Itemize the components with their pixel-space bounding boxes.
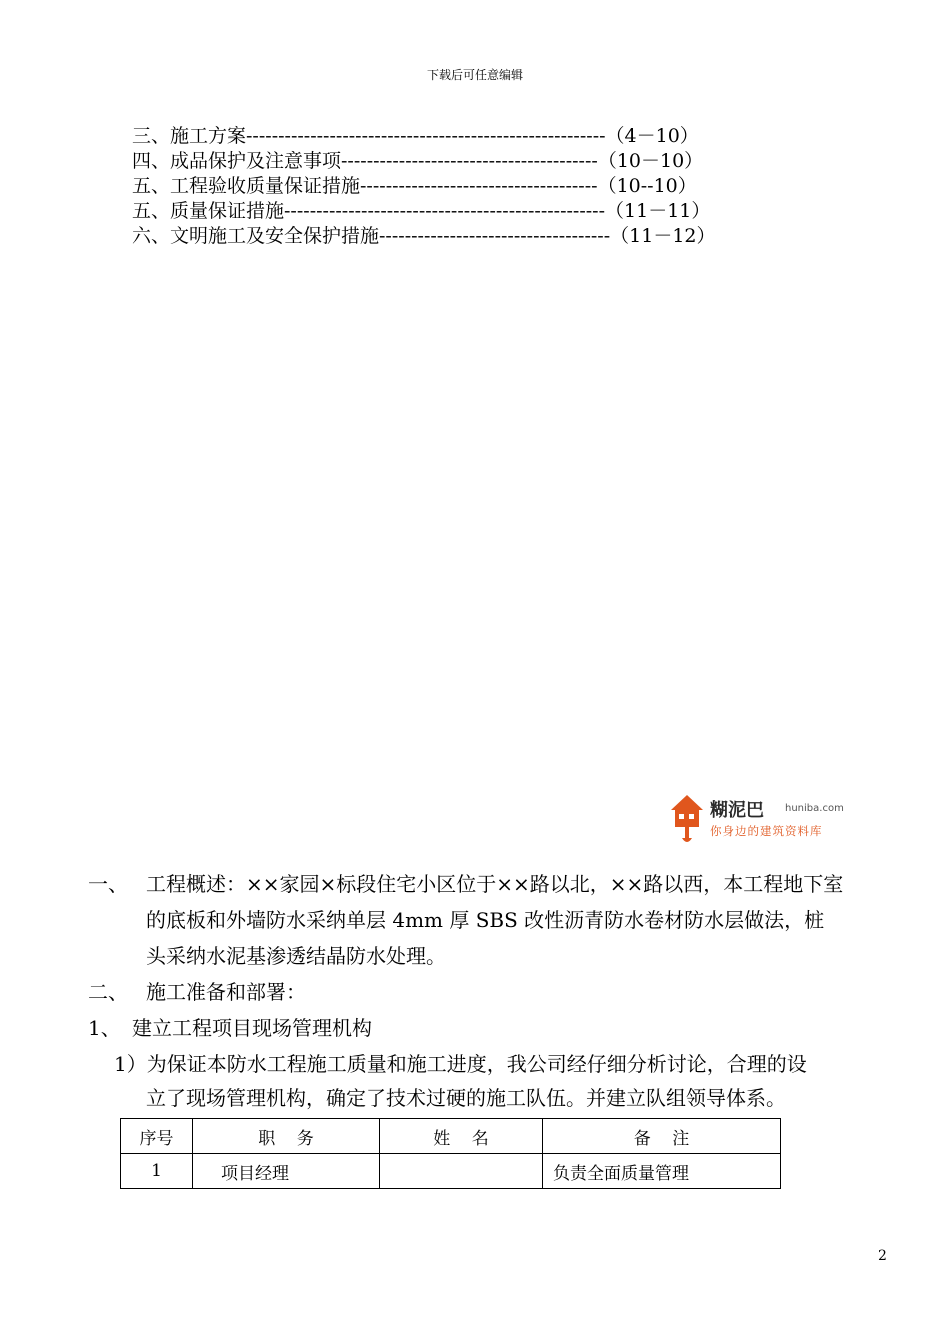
table-cell: 负责全面质量管理	[543, 1154, 781, 1189]
toc-pages: （4－10）	[605, 125, 699, 147]
paragraph-line: 1）为保证本防水工程施工质量和施工进度，我公司经仔细分析讨论，合理的设	[114, 1052, 807, 1076]
toc-entry	[132, 124, 792, 149]
page-header: 下载后可任意编辑	[426, 68, 523, 82]
header-cell: 序号	[121, 1119, 193, 1154]
subsection-heading: 建立工程项目现场管理机构	[132, 1016, 372, 1040]
toc-dashes: -------------------------------------	[360, 175, 598, 197]
section-number: 二、	[88, 980, 128, 1004]
toc-title: 三、施工方案	[132, 125, 247, 147]
toc-title: 六、文明施工及安全保护措施	[132, 225, 380, 247]
toc-entry	[132, 224, 792, 249]
header-cell: 姓 名	[380, 1119, 543, 1154]
table-header-row	[121, 1119, 781, 1154]
section-line: 的底板和外墙防水采纳单层 4mm 厚 SBS 改性沥青防水卷材防水层做法，桩	[146, 908, 825, 932]
house-brush-icon	[668, 790, 708, 848]
toc-entry	[132, 149, 792, 174]
toc-entry	[132, 199, 792, 224]
section-heading: 施工准备和部署：	[146, 980, 306, 1004]
toc-dashes: --------------------------------------------------	[284, 200, 606, 222]
section-number: 一、	[88, 872, 128, 896]
toc-dashes: --------------------------------------------------------	[246, 125, 606, 147]
toc-title: 五、质量保证措施	[132, 200, 285, 222]
header-cell: 职 务	[193, 1119, 380, 1154]
logo-domain: huniba.com	[785, 803, 844, 814]
table-cell: 项目经理	[193, 1154, 380, 1189]
toc-dashes: ------------------------------------	[379, 225, 611, 247]
toc-pages: （11－11）	[605, 200, 711, 222]
toc-pages: （10--10）	[597, 175, 697, 197]
page-number: 2	[878, 1248, 887, 1264]
table-row	[121, 1154, 781, 1189]
toc-pages: （10－10）	[597, 150, 704, 172]
toc-pages: （11－12）	[610, 225, 716, 247]
table-cell	[380, 1154, 543, 1189]
section-line: 工程概述：××家园×标段住宅小区位于××路以北，××路以西，本工程地下室	[146, 872, 844, 896]
paragraph-line: 立了现场管理机构，确定了技术过硬的施工队伍。并建立队组领导体系。	[146, 1086, 786, 1110]
huniba-logo	[668, 790, 848, 846]
management-table	[120, 1118, 781, 1189]
toc-title: 四、成品保护及注意事项	[132, 150, 342, 172]
logo-tagline: 你身边的建筑资料库	[710, 824, 823, 838]
logo-name: 糊泥巴	[710, 800, 764, 821]
table-cell: 1	[121, 1154, 193, 1189]
subsection-number: 1、	[88, 1016, 121, 1040]
toc-title: 五、工程验收质量保证措施	[132, 175, 361, 197]
toc-entry	[132, 174, 792, 199]
section-line: 头采纳水泥基渗透结晶防水处理。	[146, 944, 446, 968]
header-cell: 备 注	[543, 1119, 781, 1154]
toc-dashes: ----------------------------------------	[341, 150, 598, 172]
